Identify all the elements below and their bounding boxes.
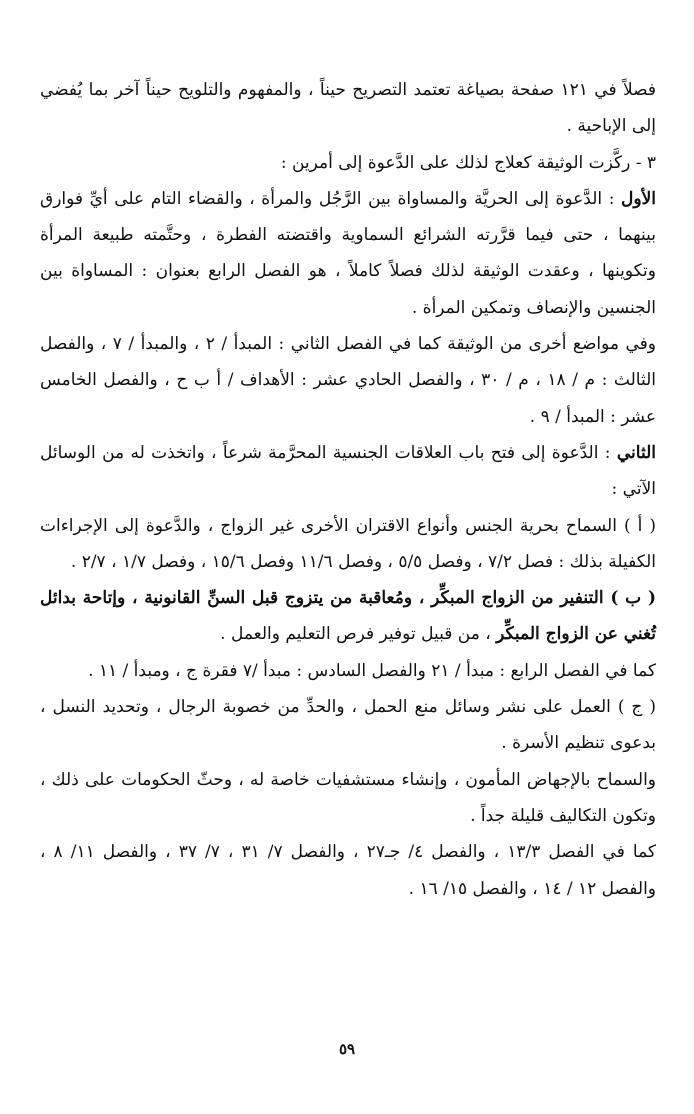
paragraph-text: : الدَّعوة إلى فتح باب العلاقات الجنسية المحرَّمة شرعاً ، واتخذت له من الوسائل الآتي : xyxy=(40,442,656,500)
paragraph-second-matter xyxy=(40,435,656,508)
paragraph-lead: الأول xyxy=(621,188,656,209)
paragraph-text: وفي مواضع أخرى من الوثيقة كما في الفصل الثاني : المبدأ / ٢ ، والمبدأ / ٧ ، والفصل الثالث : م / ١٨ ، م / ٣٠ ، والفصل الحادي عشر : الأهداف / أ ب ح ، والفصل الخامس عشر : المبدأ / ٩ . xyxy=(40,334,657,427)
paragraph-intro-continuation xyxy=(40,72,656,145)
paragraph-lead: ( ب ) التنفير من الزواج المبكِّر ، ومُعاقبة من يتزوج قبل السنِّ القانونية ، وإتاحة بدائل تُغني عن الزواج المبكِّر xyxy=(40,588,656,645)
paragraph-text: ( أ ) السماح بحرية الجنس وأنواع الاقتران الأخرى غير الزواج ، والدَّعوة إلى الإجراءات الكفيلة بذلك : فصل ٧/٢ ، وفصل ٥/٥ ، وفصل ١١/٦ وفصل ١٥/٦ ، وفصل ١/٧ ، ٢/٧ . xyxy=(40,515,656,572)
paragraph-first-matter xyxy=(40,181,656,326)
paragraph-abortion xyxy=(40,762,656,835)
paragraph-item-a xyxy=(40,508,656,581)
paragraph-text: ، من قبيل توفير فرص التعليم والعمل . xyxy=(220,624,497,645)
paragraph-text: والسماح بالإجهاض المأمون ، وإنشاء مستشفيات خاصة له ، وحثّ الحكومات على ذلك ، وتكون التكاليف قليلة جداً . xyxy=(40,769,656,826)
paragraph-lead: الثاني xyxy=(616,442,656,463)
paragraph-point-3 xyxy=(40,145,656,181)
paragraph-item-c-refs xyxy=(40,834,656,907)
paragraph-text: ( ج ) العمل على نشر وسائل منع الحمل ، والحدِّ من خصوبة الرجال ، وتحديد النسل ، بدعوى تنظيم الأسرة . xyxy=(40,697,656,754)
page-number: ٥٩ xyxy=(338,1040,356,1058)
page-body xyxy=(40,72,656,907)
paragraph-text: فصلاً في ١٢١ صفحة بصياغة تعتمد التصريح حيناً ، والمفهوم والتلويح حيناً آخر بما يُفضي إلى الإباحية . xyxy=(40,80,656,137)
paragraph-other-locations xyxy=(40,326,656,435)
paragraph-item-b xyxy=(40,580,656,653)
paragraph-item-b-refs xyxy=(40,653,656,689)
paragraph-text: كما في الفصل ١٣/٣ ، والفصل ٤/ جـ٢٧ ، والفصل ٧/ ٣١ ، ٧/ ٣٧ ، والفصل ١١/ ٨ ، والفصل ١٢ / ١٤ ، والفصل ١٥/ ١٦ . xyxy=(40,842,656,899)
paragraph-text: : الدَّعوة إلى الحريَّة والمساواة بين الرَّجُل والمرأة ، والقضاء التام على أيِّ فوارق بينهما ، حتى فيما قرَّرته الشرائع السماوية واقتضته الفطرة ، وحتَّمته طبيعة المرأة وتكوينها ، وعقدت الوثيقة لذلك فصلاً كاملاً ، هو الفصل الرابع بعنوان : المساواة بين الجنسين والإنصاف وتمكين المرأة . xyxy=(40,188,656,318)
paragraph-item-c xyxy=(40,689,656,762)
paragraph-text: ٣ - ركَّزت الوثيقة كعلاج لذلك على الدَّعوة إلى أمرين : xyxy=(280,152,656,173)
paragraph-text: كما في الفصل الرابع : مبدأ / ٢١ والفصل السادس : مبدأ /٧ فقرة ج ، ومبدأ / ١١ . xyxy=(88,660,656,681)
